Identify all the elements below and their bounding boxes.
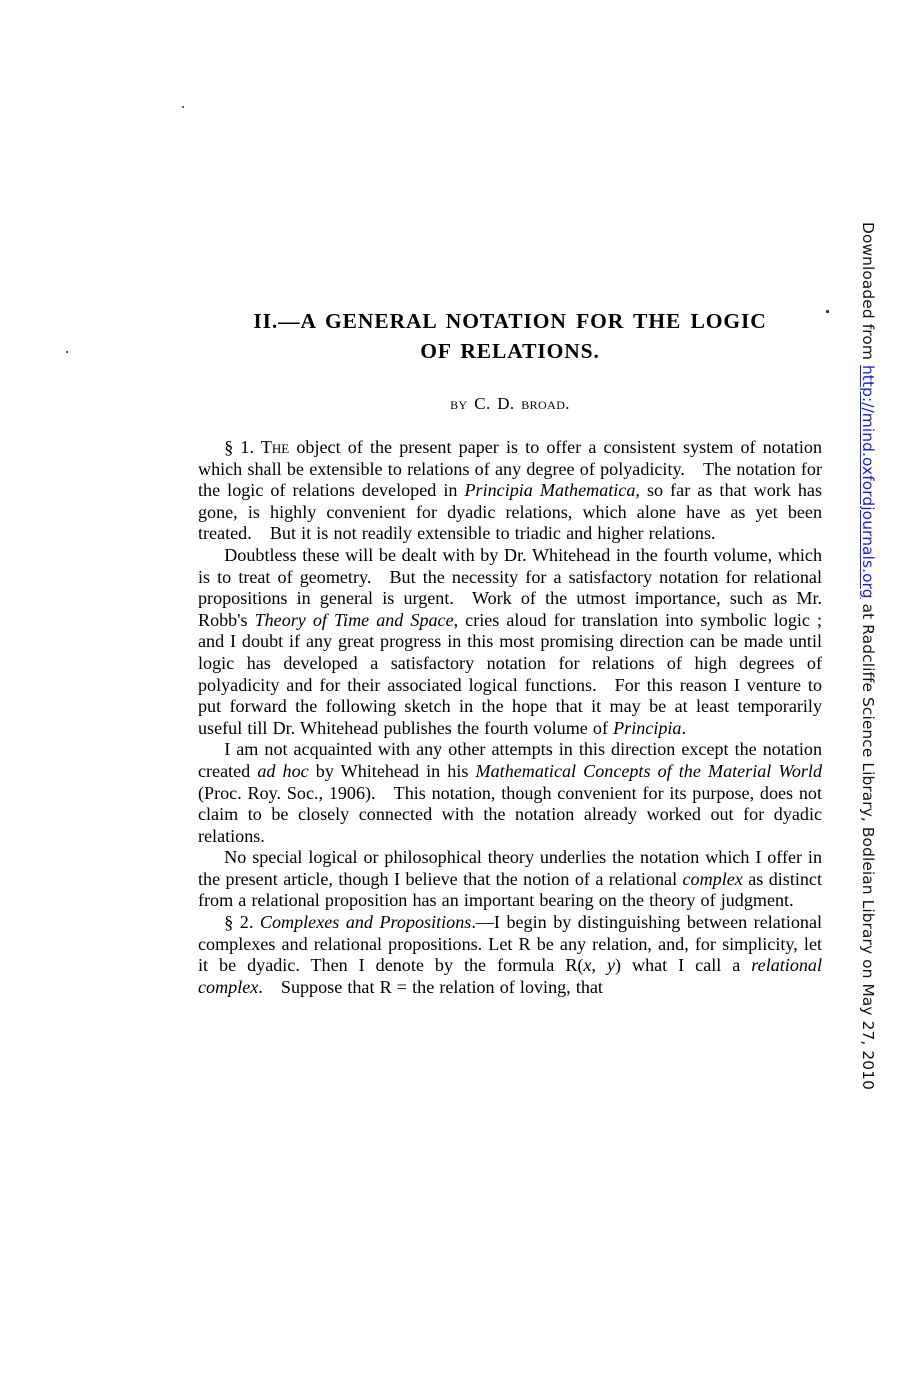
byline <box>198 394 822 414</box>
scan-speckle <box>182 106 184 108</box>
download-stamp <box>855 0 899 1375</box>
text-run: , <box>591 955 607 976</box>
paragraph-para-acquainted <box>198 739 822 847</box>
download-stamp-suffix: at Radcliffe Science Library, Bodleian Library on May 27, 2010 <box>859 598 877 1090</box>
text-run: ) what I call a <box>615 955 752 976</box>
text-run: object of the present paper is to offer a consistent system of notation which shall be extensible to relations of any degree of polyadicity. The notation for the logic of relations developed in <box>198 437 822 501</box>
download-stamp-prefix: Downloaded from <box>859 222 877 365</box>
scan-speckle <box>826 310 829 313</box>
italic-run: relational complex <box>198 955 822 997</box>
smallcaps-initial: T <box>260 437 272 457</box>
paragraph-section-1 <box>198 437 822 545</box>
paragraph-para-no-special <box>198 847 822 912</box>
article-paragraphs <box>198 437 822 998</box>
byline-surname: broad. <box>521 394 570 413</box>
page-title <box>198 306 822 366</box>
smallcaps-run <box>261 437 289 457</box>
text-run: § 2. <box>224 912 260 933</box>
text-run: by Whitehead in his <box>308 760 476 781</box>
text-run: . Suppose that R = the relation of loving, that <box>258 976 603 997</box>
text-run: § 1. <box>224 437 261 457</box>
italic-run: complex <box>682 868 743 889</box>
title-line-2: OF RELATIONS. <box>420 339 600 363</box>
download-stamp-text <box>859 222 877 1090</box>
italic-run: Theory of Time and Space <box>254 609 454 630</box>
text-run: (Proc. Roy. Soc., 1906). This notation, though convenient for its purpose, does not claim to be closely connected with the notation already worked out for dyadic relations. <box>198 782 822 846</box>
article-body <box>198 306 822 998</box>
italic-run: y <box>606 955 615 976</box>
title-line-1: II.—A GENERAL NOTATION FOR THE LOGIC <box>253 309 767 333</box>
italic-run: Principia <box>613 717 682 738</box>
download-stamp-url[interactable]: http://mind.oxfordjournals.org <box>859 364 877 599</box>
byline-by: by <box>450 394 468 413</box>
paragraph-section-2 <box>198 912 822 998</box>
byline-initials: C. D. <box>474 394 515 413</box>
smallcaps-rest: he <box>271 437 290 457</box>
italic-run: ad hoc <box>257 760 309 781</box>
text-run: .—I begin by distinguishing between relational complexes and relational propositions. Let R be any relation, and, for simplicity, let it be dyadic. Then I denote by the formula R( <box>198 912 822 976</box>
scan-speckle <box>66 351 68 353</box>
text-run: Doubtless these will be dealt with by Dr. Whitehead in the fourth volume, which is to treat of geometry. But the necessity for a satisfactory notation for relational propositions in general is urgent. Work of the utmost importance, such as Mr. Robb's <box>198 544 822 630</box>
text-run: I am not acquainted with any other attempts in this direction except the notation created <box>198 739 822 781</box>
paragraph-para-doubtless <box>198 545 822 739</box>
italic-run: x <box>583 955 592 976</box>
italic-run: Mathematical Concepts of the Material World <box>475 760 822 781</box>
text-run: , so far as that work has gone, is highly convenient for dyadic relations, which alone have as yet been treated. But it is not readily extensible to triadic and higher relations. <box>198 480 822 544</box>
italic-run: Principia Mathematica <box>464 480 636 501</box>
text-run: . <box>681 717 687 738</box>
text-run: , cries aloud for translation into symbolic logic ; and I doubt if any great progress in this most promising direction can be made until logic has developed a satisfactory notation for relations of high degrees of polyadicity and for their associated logical functions. For this reason I venture to put forward the following sketch in the hope that it may be at least temporarily useful till Dr. Whitehead publishes the fourth volume of <box>198 609 822 738</box>
italic-run: Complexes and Propositions <box>259 912 472 933</box>
text-run: as distinct from a relational proposition has an important bearing on the theory of judgment. <box>198 868 822 911</box>
text-run: No special logical or philosophical theory underlies the notation which I offer in the present article, though I believe that the notion of a relational <box>198 847 822 889</box>
